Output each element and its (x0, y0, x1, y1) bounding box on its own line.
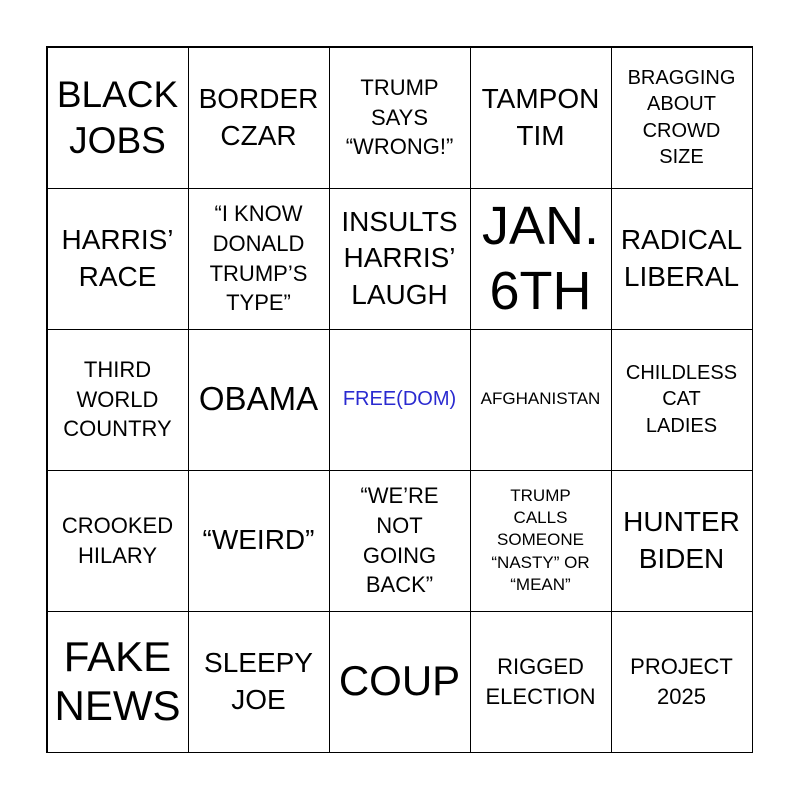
free-space-cell[interactable] (329, 329, 471, 471)
bingo-cell[interactable] (470, 329, 612, 471)
cell-text: PROJECT 2025 (630, 653, 733, 709)
bingo-cell[interactable] (188, 47, 330, 189)
bingo-cell[interactable] (188, 470, 330, 612)
cell-text: HARRIS’ RACE (61, 224, 174, 292)
bingo-cell[interactable] (470, 47, 612, 189)
cell-text: TRUMP CALLS SOMEONE “NASTY” OR “MEAN” (491, 486, 590, 594)
bingo-cell[interactable] (470, 611, 612, 753)
cell-text: TAMPON TIM (481, 83, 600, 151)
bingo-cell[interactable] (611, 329, 753, 471)
bingo-cell[interactable] (611, 47, 753, 189)
bingo-board (46, 46, 753, 753)
bingo-cell[interactable] (329, 188, 471, 330)
cell-text: AFGHANISTAN (480, 389, 601, 409)
cell-text: HUNTER BIDEN (623, 506, 740, 574)
cell-text: FAKE NEWS (54, 633, 181, 729)
bingo-cell[interactable] (47, 47, 189, 189)
bingo-cell[interactable] (611, 611, 753, 753)
cell-text: THIRD WORLD COUNTRY (63, 356, 172, 442)
free-space-label: FREE(DOM) (342, 388, 457, 411)
bingo-cell[interactable] (611, 470, 753, 612)
bingo-cell[interactable] (611, 188, 753, 330)
bingo-cell[interactable] (47, 470, 189, 612)
bingo-cell[interactable] (188, 188, 330, 330)
bingo-cell[interactable] (188, 611, 330, 753)
bingo-cell[interactable] (329, 47, 471, 189)
cell-text: RIGGED ELECTION (485, 653, 596, 709)
cell-text: OBAMA (198, 380, 319, 418)
bingo-cell[interactable] (47, 611, 189, 753)
bingo-cell[interactable] (329, 470, 471, 612)
bingo-cell[interactable] (47, 188, 189, 330)
bingo-cell[interactable] (329, 611, 471, 753)
cell-text: “WEIRD” (202, 524, 315, 556)
cell-text: “WE’RE NOT GOING BACK” (360, 483, 439, 598)
cell-text: BORDER CZAR (198, 83, 319, 151)
cell-text: INSULTS HARRIS’ LAUGH (341, 205, 458, 310)
bingo-cell[interactable] (188, 329, 330, 471)
bingo-cell[interactable] (470, 188, 612, 330)
cell-text: “I KNOW DONALD TRUMP’S TYPE” (209, 201, 308, 316)
cell-text: RADICAL LIBERAL (620, 224, 743, 292)
bingo-cell[interactable] (47, 329, 189, 471)
cell-text: BRAGGING ABOUT CROWD SIZE (627, 66, 736, 168)
cell-text: TRUMP SAYS “WRONG!” (345, 74, 454, 160)
cell-text: CROOKED HILARY (61, 512, 174, 568)
cell-text: SLEEPY JOE (204, 647, 313, 715)
bingo-cell[interactable] (470, 470, 612, 612)
cell-text: JAN. 6TH (481, 195, 600, 321)
cell-text: COUP (338, 657, 461, 705)
cell-text: CHILDLESS CAT LADIES (625, 361, 738, 437)
cell-text: BLACK JOBS (56, 74, 179, 161)
